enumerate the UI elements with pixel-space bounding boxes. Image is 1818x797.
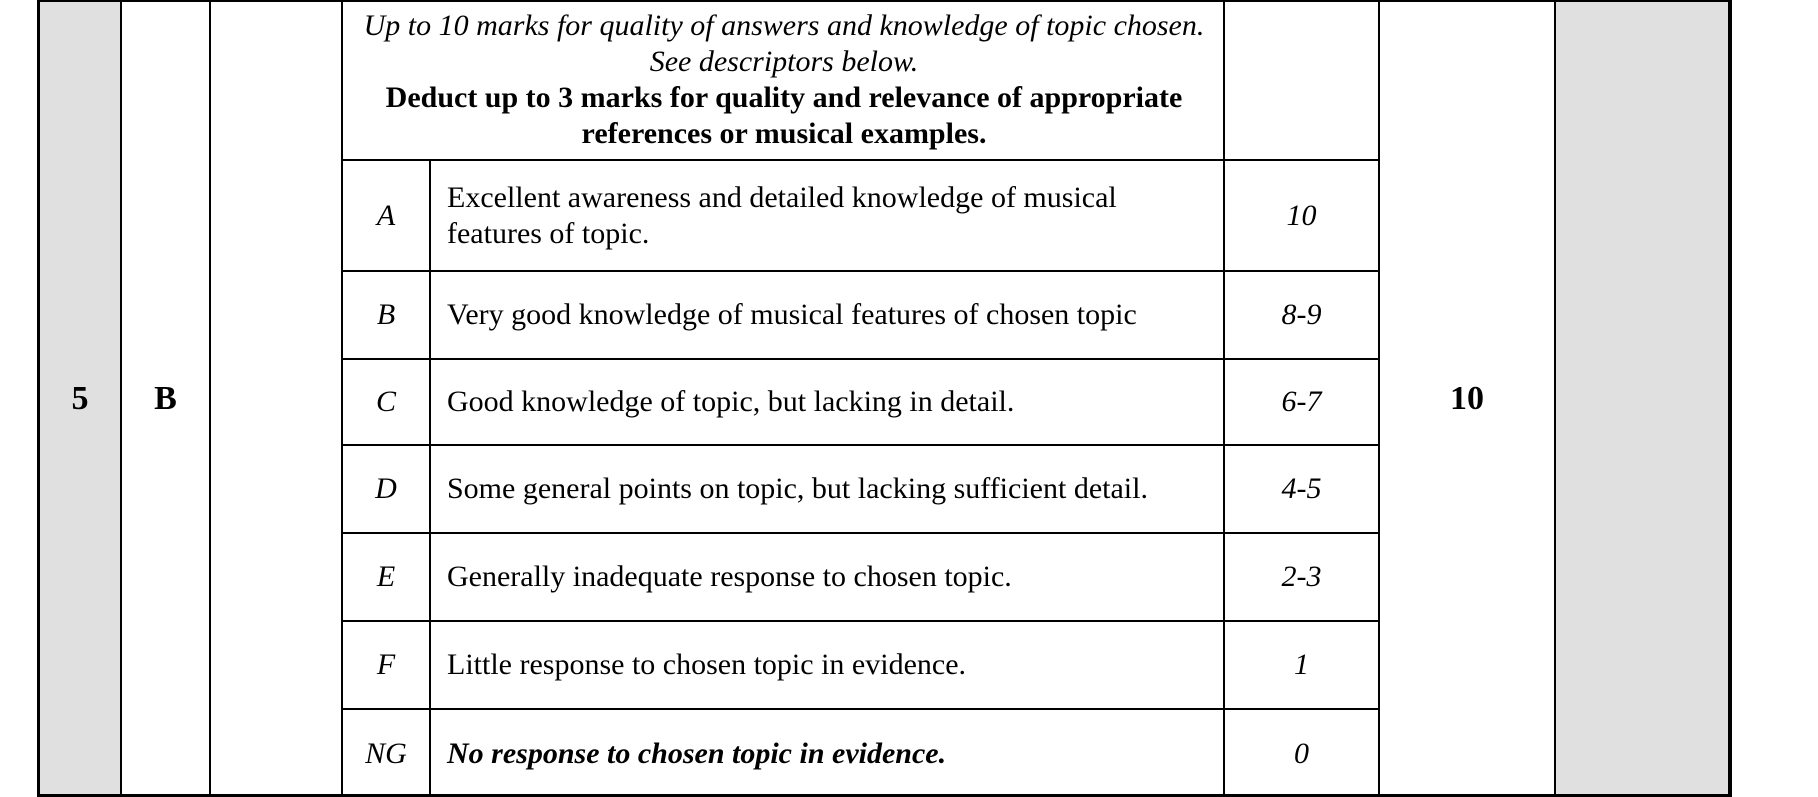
criteria-intro-row — [343, 0, 1378, 161]
grade-marks: 0 — [1294, 736, 1309, 770]
column-divider — [1223, 0, 1225, 161]
grade-descriptor: Excellent awareness and detailed knowledge of musical features of topic. — [431, 161, 1225, 270]
grade-row — [343, 272, 1378, 360]
grade-letter: NG — [343, 710, 431, 797]
grade-marks: 10 — [1286, 198, 1317, 232]
criteria-intro — [343, 8, 1225, 152]
section-cell — [122, 0, 211, 797]
criteria-table — [343, 0, 1378, 797]
question-number-cell — [37, 0, 122, 797]
grade-marks: 2-3 — [1281, 560, 1322, 593]
grade-descriptor: Little response to chosen topic in evidence. — [431, 622, 1225, 708]
grade-row — [343, 622, 1378, 710]
grade-marks: 1 — [1294, 648, 1309, 681]
total-marks: 10 — [1450, 379, 1484, 417]
grade-letter: B — [343, 272, 431, 358]
question-number: 5 — [71, 379, 89, 417]
grade-descriptor: Very good knowledge of musical features of chosen topic — [431, 272, 1225, 358]
intro-italic-text: Up to 10 marks for quality of answers and knowledge of topic chosen. See descriptors below. — [363, 9, 1205, 78]
grade-letter: F — [343, 622, 431, 708]
part-cell — [211, 0, 343, 797]
grade-row — [343, 161, 1378, 272]
grade-letter: A — [343, 161, 431, 270]
grade-letter: C — [343, 360, 431, 444]
top-border — [37, 0, 1732, 2]
grade-marks: 6-7 — [1281, 385, 1322, 418]
intro-bold-text: Deduct up to 3 marks for quality and relevance of appropriate references or musical examples. — [385, 81, 1183, 150]
total-marks-cell — [1378, 0, 1556, 797]
grade-descriptor: Good knowledge of topic, but lacking in detail. — [431, 360, 1225, 444]
grade-descriptor: Generally inadequate response to chosen topic. — [431, 534, 1225, 620]
grade-row — [343, 710, 1378, 797]
grade-marks: 8-9 — [1281, 298, 1322, 331]
grade-row — [343, 534, 1378, 622]
grade-letter: E — [343, 534, 431, 620]
shaded-cell — [1556, 0, 1732, 797]
grade-row — [343, 360, 1378, 446]
grade-marks: 4-5 — [1281, 472, 1322, 505]
section-label: B — [154, 379, 177, 417]
grade-row — [343, 446, 1378, 534]
grade-descriptor: Some general points on topic, but lacking sufficient detail. — [431, 446, 1225, 532]
grade-letter: D — [343, 446, 431, 532]
grade-descriptor: No response to chosen topic in evidence. — [431, 710, 1225, 797]
